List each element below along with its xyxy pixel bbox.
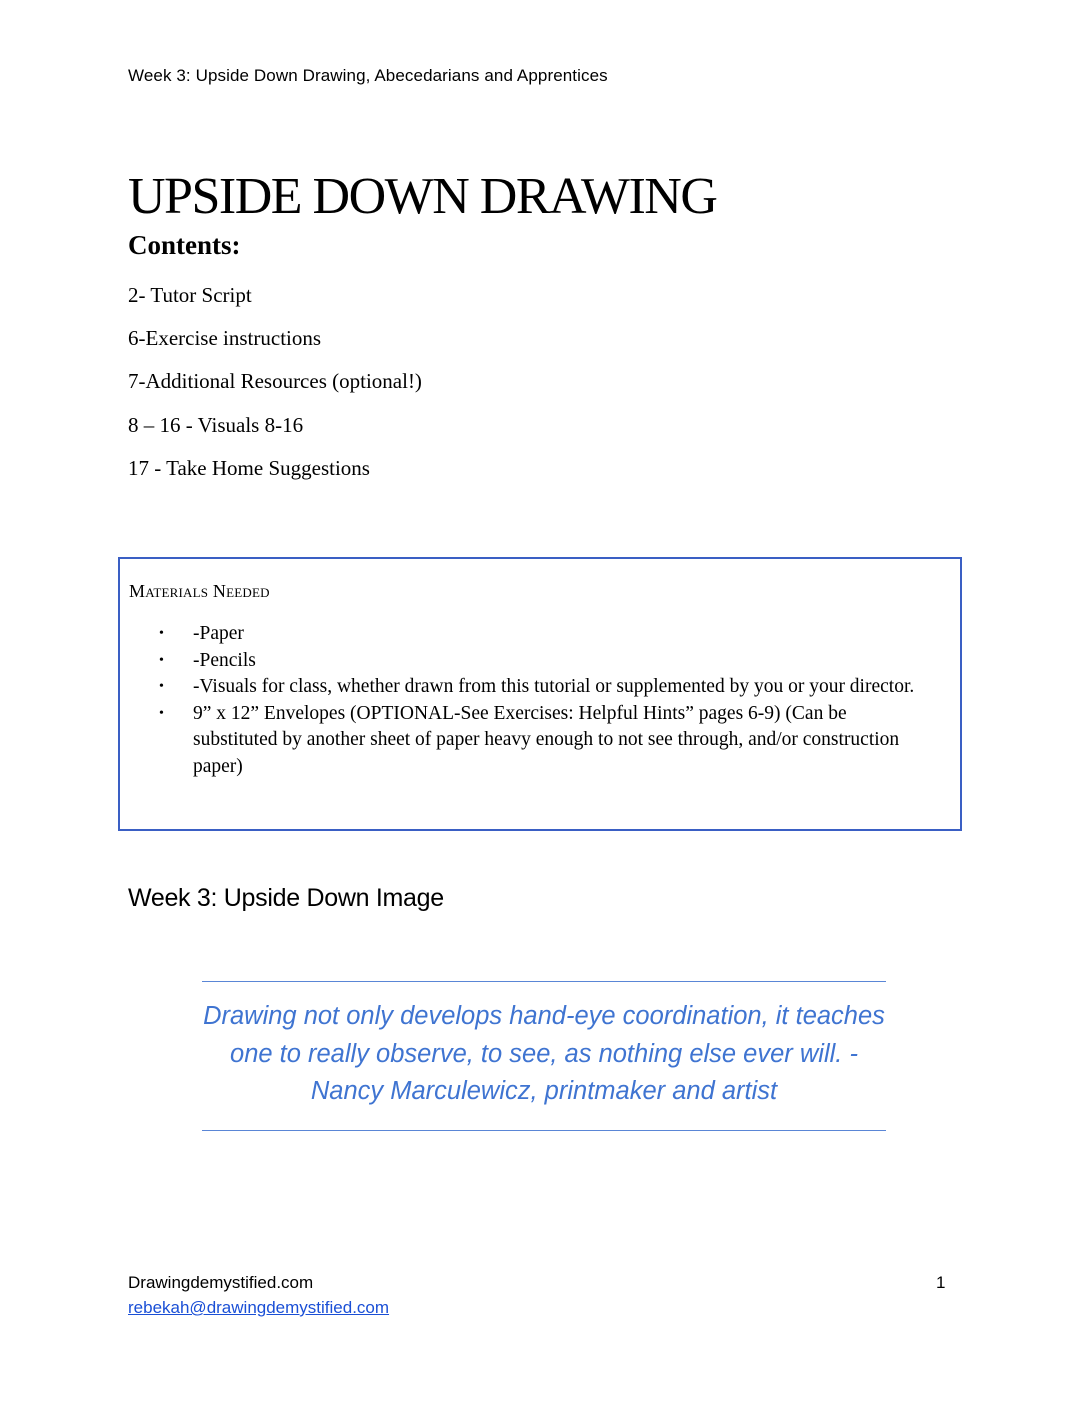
materials-item <box>129 701 929 781</box>
materials-list <box>129 621 929 780</box>
contents-item: 17 - Take Home Suggestions <box>128 455 370 480</box>
materials-item-text: -Visuals for class, whether drawn from this tutorial or supplemented by you or your director. <box>193 676 915 697</box>
section-heading: Week 3: Upside Down Image <box>128 884 444 912</box>
materials-item-text: -Paper <box>193 623 244 644</box>
contents-heading: Contents: <box>128 230 241 260</box>
bullet-icon: • <box>159 626 164 641</box>
bullet-icon: • <box>159 705 164 721</box>
materials-item <box>129 621 929 648</box>
quote-bottom-rule <box>202 1130 886 1131</box>
footer-site: Drawingdemystified.com <box>128 1273 314 1292</box>
materials-item <box>129 648 929 675</box>
contents-item: 8 – 16 - Visuals 8-16 <box>128 412 304 437</box>
quote-top-rule <box>202 981 886 982</box>
bullet-icon: • <box>159 652 164 668</box>
materials-item <box>129 674 929 701</box>
materials-item-text: 9” x 12” Envelopes (OPTIONAL-See Exercises: Helpful Hints” pages 6-9) (Can be substituted by another sheet of paper heavy enough to not see through, and/or construction paper) <box>193 702 900 777</box>
materials-item-text: -Pencils <box>193 649 256 671</box>
running-header: Week 3: Upside Down Drawing, Abecedarians and Apprentices <box>128 66 608 85</box>
contents-item: 2- Tutor Script <box>128 283 252 307</box>
materials-box <box>118 557 962 831</box>
document-title: UPSIDE DOWN DRAWING <box>128 168 717 225</box>
footer-email-link[interactable]: rebekah@drawingdemystified.com <box>128 1298 390 1317</box>
bullet-icon: • <box>159 679 164 694</box>
page-number: 1 <box>936 1273 946 1292</box>
contents-item: 6-Exercise instructions <box>128 326 322 351</box>
contents-list <box>128 281 422 497</box>
contents-item: 7-Additional Resources (optional!) <box>128 369 422 394</box>
materials-title: Materials Needed <box>129 581 270 601</box>
quote-text: Drawing not only develops hand-eye coordination, it teaches one to really observe, to see, as nothing else ever will. -Nancy Marculewicz, printmaker and artist <box>203 1002 885 1105</box>
